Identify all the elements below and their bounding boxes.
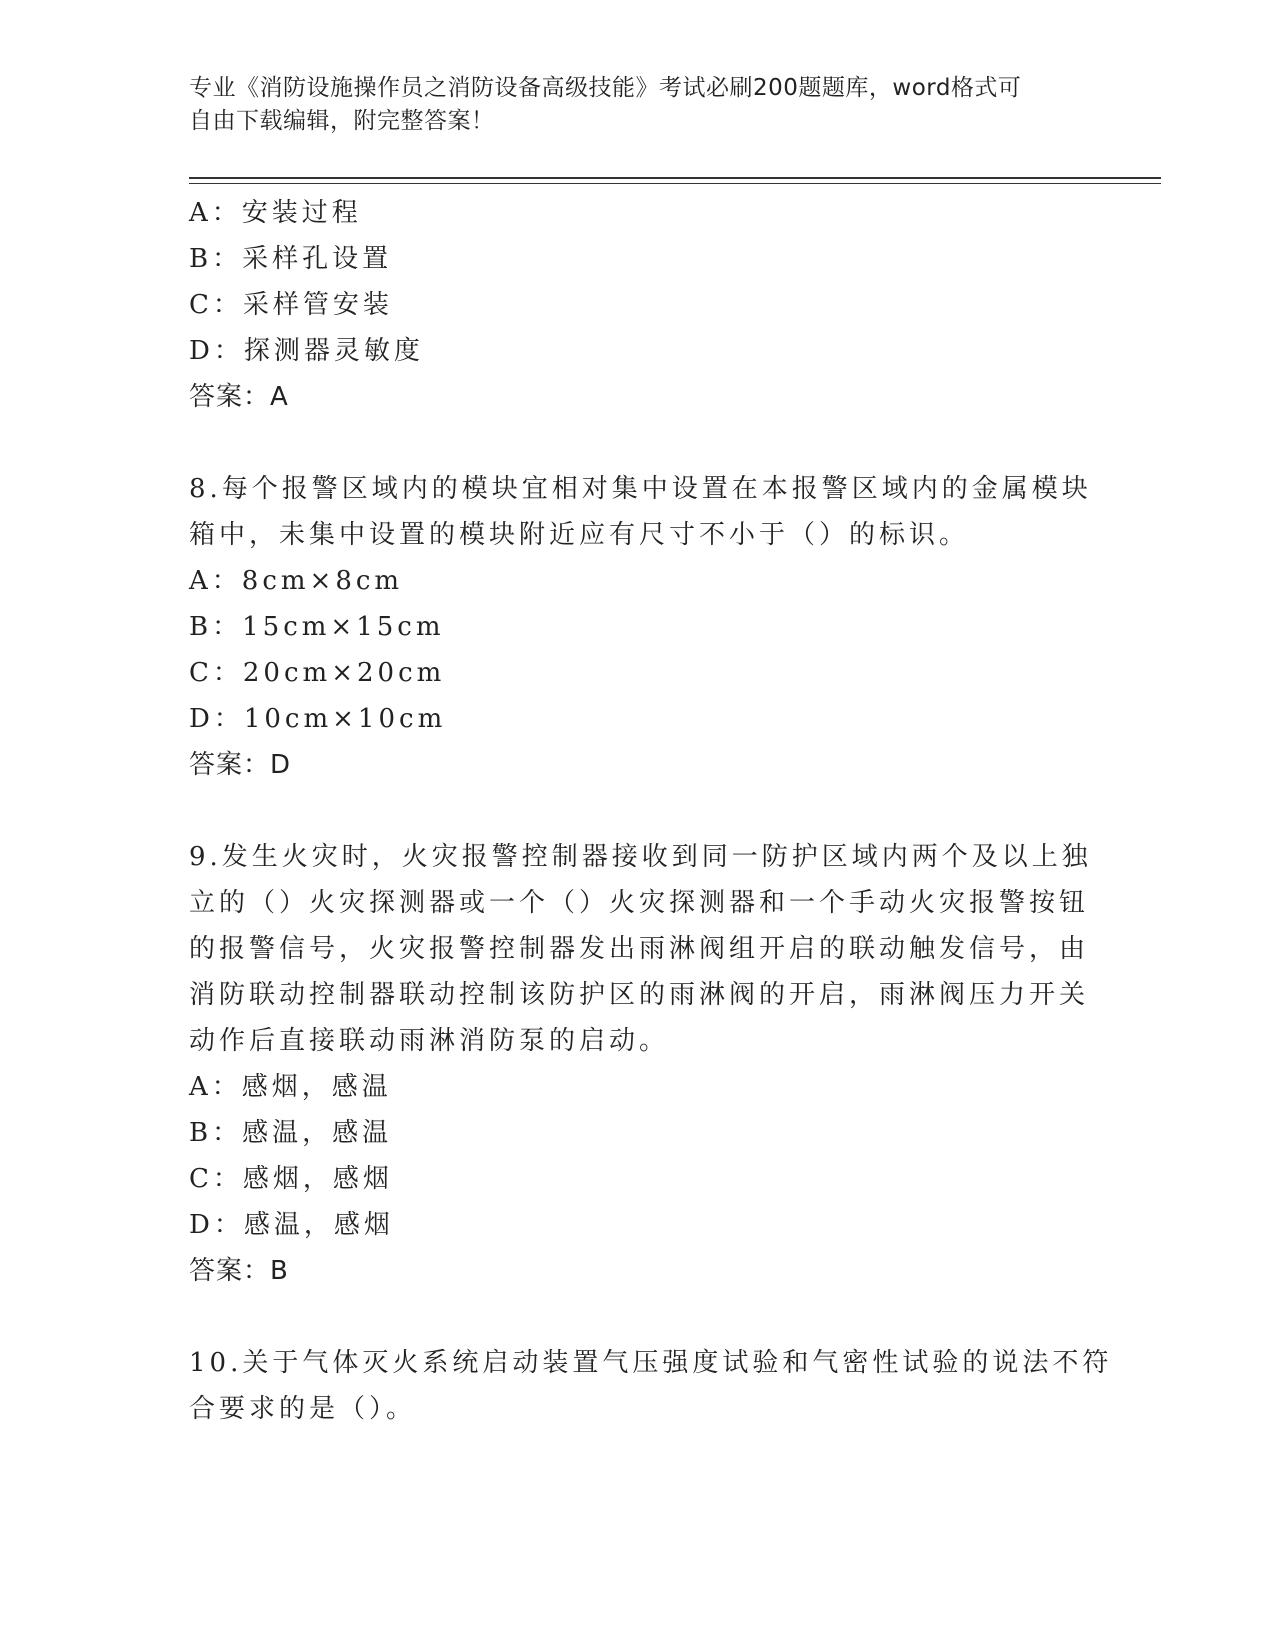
header-title-line-1: 专业《消防设施操作员之消防设备高级技能》考试必刷200题题库，word格式可 — [189, 75, 1022, 101]
spacer — [189, 1294, 1079, 1340]
option-a: A：8cm×8cm — [189, 566, 404, 596]
option-c: C：采样管安装 — [189, 290, 393, 320]
header-divider-thin — [189, 183, 1161, 184]
option-a: A：感烟，感温 — [189, 1072, 392, 1102]
question-text-line: 消防联动控制器联动控制该防护区的雨淋阀的开启，雨淋阀压力开关 — [189, 980, 1090, 1010]
document-header — [189, 72, 1069, 138]
question-8 — [189, 466, 1092, 788]
question-text-line: 9.发生火灾时，火灾报警控制器接收到同一防护区域内两个及以上独 — [189, 842, 1092, 872]
question-text-line: 合要求的是（）。 — [189, 1394, 417, 1424]
spacer — [189, 420, 1079, 466]
question-10 — [189, 1340, 1113, 1432]
question-9 — [189, 834, 1092, 1294]
option-d: D：探测器灵敏度 — [189, 336, 424, 366]
spacer — [189, 788, 1079, 834]
option-d: D：感温，感烟 — [189, 1210, 394, 1240]
question-text-line: 立的（）火灾探测器或一个（）火灾探测器和一个手动火灾报警按钮 — [189, 888, 1090, 918]
option-c: C：感烟，感烟 — [189, 1164, 393, 1194]
question-text-line: 8.每个报警区域内的模块宜相对集中设置在本报警区域内的金属模块 — [189, 474, 1092, 504]
option-c: C：20cm×20cm — [189, 658, 446, 688]
question-text-line: 箱中，未集中设置的模块附近应有尺寸不小于（）的标识。 — [189, 520, 970, 550]
header-divider-thick — [189, 177, 1161, 179]
question-7 — [189, 190, 1079, 420]
option-b: B：感温，感温 — [189, 1118, 393, 1148]
question-text-line: 10.关于气体灭火系统启动装置气压强度试验和气密性试验的说法不符 — [189, 1348, 1113, 1378]
option-b: B：15cm×15cm — [189, 612, 445, 642]
header-title-line-2: 自由下载编辑，附完整答案！ — [189, 108, 495, 134]
answer-line: 答案：D — [189, 750, 292, 780]
option-a: A：安装过程 — [189, 198, 362, 228]
answer-line: 答案：A — [189, 382, 289, 412]
option-b: B：采样孔设置 — [189, 244, 393, 274]
question-text-line: 动作后直接联动雨淋消防泵的启动。 — [189, 1026, 670, 1056]
option-d: D：10cm×10cm — [189, 704, 447, 734]
question-text-line: 的报警信号，火灾报警控制器发出雨淋阀组开启的联动触发信号，由 — [189, 934, 1090, 964]
answer-line: 答案：B — [189, 1256, 289, 1286]
question-content — [189, 190, 1113, 1432]
